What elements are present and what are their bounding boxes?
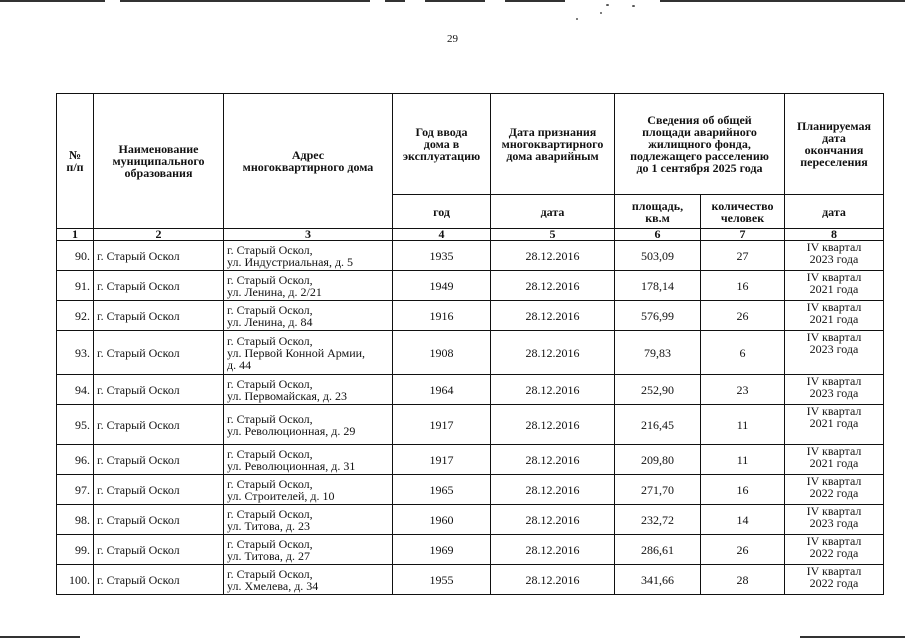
people-cell: 23 <box>701 375 785 405</box>
planned-date-cell-line: IV квартал <box>806 404 862 418</box>
table-row <box>57 301 884 331</box>
address-cell <box>224 331 393 375</box>
municipality-cell: г. Старый Оскол <box>94 505 224 535</box>
people-cell: 26 <box>701 301 785 331</box>
row-index-cell: 97. <box>57 475 94 505</box>
planned-date-cell <box>785 241 884 271</box>
subheader-area <box>615 195 701 229</box>
date-cell: 28.12.2016 <box>491 535 615 565</box>
municipality-cell: г. Старый Оскол <box>94 375 224 405</box>
address-cell-line: г. Старый Оскол, <box>227 476 313 491</box>
address-cell-line: ул. Ленина, д. 2/21 <box>227 284 322 299</box>
header-year-line: Год ввода <box>415 125 468 139</box>
people-cell: 11 <box>701 405 785 445</box>
row-index-cell: 94. <box>57 375 94 405</box>
date-cell: 28.12.2016 <box>491 271 615 301</box>
year-cell: 1960 <box>393 505 491 535</box>
address-cell-line: ул. Индустриальная, д. 5 <box>227 254 354 269</box>
people-cell: 16 <box>701 271 785 301</box>
address-cell-line: г. Старый Оскол, <box>227 411 313 426</box>
municipality-cell: г. Старый Оскол <box>94 331 224 375</box>
header-date-line: многоквартирного <box>501 137 604 151</box>
year-cell: 1965 <box>393 475 491 505</box>
header-address <box>224 94 393 229</box>
header-planned-line: Планируемая <box>797 119 871 133</box>
address-cell-line: ул. Хмелева, д. 34 <box>227 578 319 593</box>
municipality-cell: г. Старый Оскол <box>94 405 224 445</box>
municipality-cell: г. Старый Оскол <box>94 241 224 271</box>
bottom-rule <box>0 636 80 638</box>
address-cell-line: г. Старый Оскол, <box>227 566 313 581</box>
planned-date-cell <box>785 375 884 405</box>
municipality-cell: г. Старый Оскол <box>94 301 224 331</box>
area-cell: 576,99 <box>615 301 701 331</box>
column-number: 6 <box>615 229 701 241</box>
subheader-area-line: кв.м <box>645 210 670 225</box>
subheader-year: год <box>393 195 491 229</box>
column-number: 8 <box>785 229 884 241</box>
address-cell <box>224 535 393 565</box>
address-cell-line: д. 44 <box>227 357 252 372</box>
planned-date-cell-line: 2023 года <box>809 516 859 530</box>
table-row <box>57 405 884 445</box>
address-cell-line: г. Старый Оскол, <box>227 536 313 551</box>
area-cell: 503,09 <box>615 241 701 271</box>
date-cell: 28.12.2016 <box>491 375 615 405</box>
header-municipality-line: образования <box>124 166 193 180</box>
row-index-cell: 100. <box>57 565 94 595</box>
address-cell-line: г. Старый Оскол, <box>227 376 313 391</box>
address-cell-line: г. Старый Оскол, <box>227 506 313 521</box>
header-no <box>57 94 94 229</box>
planned-date-cell-line: 2021 года <box>809 282 859 296</box>
year-cell: 1917 <box>393 445 491 475</box>
subheader-people <box>701 195 785 229</box>
planned-date-cell <box>785 301 884 331</box>
planned-date-cell-line: 2023 года <box>809 252 859 266</box>
header-planned-line: переселения <box>800 155 868 169</box>
column-number: 3 <box>224 229 393 241</box>
scan-speck <box>600 12 602 14</box>
people-cell: 11 <box>701 445 785 475</box>
column-number: 4 <box>393 229 491 241</box>
planned-date-cell <box>785 505 884 535</box>
planned-date-cell-line: 2022 года <box>809 546 859 560</box>
table-row <box>57 241 884 271</box>
header-municipality-line: муниципального <box>112 154 205 168</box>
year-cell: 1964 <box>393 375 491 405</box>
header-address-line: Адрес <box>291 148 325 162</box>
planned-date-cell-line: IV квартал <box>806 444 862 458</box>
date-cell: 28.12.2016 <box>491 565 615 595</box>
area-cell: 216,45 <box>615 405 701 445</box>
address-cell-line: г. Старый Оскол, <box>227 272 313 287</box>
year-cell: 1917 <box>393 405 491 445</box>
people-cell: 28 <box>701 565 785 595</box>
address-cell-line: г. Старый Оскол, <box>227 333 313 348</box>
address-cell <box>224 475 393 505</box>
address-cell-line: ул. Первой Конной Армии, <box>227 345 366 360</box>
people-cell: 26 <box>701 535 785 565</box>
address-cell <box>224 505 393 535</box>
address-cell <box>224 301 393 331</box>
resettlement-table <box>56 93 884 595</box>
planned-date-cell-line: IV квартал <box>806 474 862 488</box>
planned-date-cell-line: 2023 года <box>809 386 859 400</box>
date-cell: 28.12.2016 <box>491 475 615 505</box>
row-index-cell: 98. <box>57 505 94 535</box>
municipality-cell: г. Старый Оскол <box>94 565 224 595</box>
address-cell-line: ул. Революционная, д. 29 <box>227 423 356 438</box>
address-cell-line: г. Старый Оскол, <box>227 242 313 257</box>
address-cell <box>224 565 393 595</box>
planned-date-cell <box>785 271 884 301</box>
planned-date-cell <box>785 445 884 475</box>
header-date-recognition <box>491 94 615 195</box>
address-cell <box>224 271 393 301</box>
planned-date-cell-line: IV квартал <box>806 564 862 578</box>
area-cell: 252,90 <box>615 375 701 405</box>
planned-date-cell-line: IV квартал <box>806 270 862 284</box>
row-index-cell: 91. <box>57 271 94 301</box>
planned-date-cell-line: IV квартал <box>806 330 862 344</box>
municipality-cell: г. Старый Оскол <box>94 271 224 301</box>
people-cell: 14 <box>701 505 785 535</box>
area-cell: 178,14 <box>615 271 701 301</box>
header-year-line: дома в <box>423 137 460 151</box>
row-index-cell: 95. <box>57 405 94 445</box>
area-cell: 232,72 <box>615 505 701 535</box>
subheader-date: дата <box>491 195 615 229</box>
subheader-planned: дата <box>785 195 884 229</box>
area-cell: 209,80 <box>615 445 701 475</box>
scan-speck <box>632 5 635 7</box>
people-cell: 16 <box>701 475 785 505</box>
header-area-line: Сведения об общей <box>647 113 752 127</box>
address-cell-line: ул. Титова, д. 23 <box>227 518 310 533</box>
municipality-cell: г. Старый Оскол <box>94 535 224 565</box>
area-cell: 341,66 <box>615 565 701 595</box>
planned-date-cell <box>785 535 884 565</box>
header-date-line: дома аварийным <box>506 149 599 163</box>
address-cell-line: ул. Первомайская, д. 23 <box>227 388 347 403</box>
column-number: 2 <box>94 229 224 241</box>
column-number: 5 <box>491 229 615 241</box>
planned-date-cell-line: 2021 года <box>809 312 859 326</box>
planned-date-cell-line: 2023 года <box>809 342 859 356</box>
year-cell: 1916 <box>393 301 491 331</box>
header-no-line: п/п <box>66 160 84 174</box>
area-cell: 271,70 <box>615 475 701 505</box>
year-cell: 1955 <box>393 565 491 595</box>
year-cell: 1969 <box>393 535 491 565</box>
header-year <box>393 94 491 195</box>
people-cell: 6 <box>701 331 785 375</box>
area-cell: 79,83 <box>615 331 701 375</box>
header-no-line: № <box>68 148 82 162</box>
planned-date-cell <box>785 565 884 595</box>
address-cell <box>224 445 393 475</box>
date-cell: 28.12.2016 <box>491 405 615 445</box>
date-cell: 28.12.2016 <box>491 241 615 271</box>
table-row <box>57 375 884 405</box>
header-planned-line: дата <box>822 131 846 145</box>
subheader-area-line: площадь, <box>631 198 684 213</box>
page-number: 29 <box>447 33 458 45</box>
planned-date-cell <box>785 405 884 445</box>
row-index-cell: 99. <box>57 535 94 565</box>
municipality-cell: г. Старый Оскол <box>94 475 224 505</box>
header-municipality <box>94 94 224 229</box>
planned-date-cell-line: 2022 года <box>809 486 859 500</box>
date-cell: 28.12.2016 <box>491 445 615 475</box>
year-cell: 1949 <box>393 271 491 301</box>
scan-speck <box>606 4 609 6</box>
table-row <box>57 535 884 565</box>
planned-date-cell-line: IV квартал <box>806 374 862 388</box>
header-area-line: жилищного фонда, <box>648 137 751 151</box>
scan-speck <box>576 18 578 20</box>
date-cell: 28.12.2016 <box>491 505 615 535</box>
date-cell: 28.12.2016 <box>491 331 615 375</box>
planned-date-cell-line: 2022 года <box>809 576 859 590</box>
table-row <box>57 271 884 301</box>
date-cell: 28.12.2016 <box>491 301 615 331</box>
header-address-line: многоквартирного дома <box>242 160 374 174</box>
people-cell: 27 <box>701 241 785 271</box>
planned-date-cell-line: 2021 года <box>809 456 859 470</box>
row-index-cell: 92. <box>57 301 94 331</box>
municipality-cell: г. Старый Оскол <box>94 445 224 475</box>
header-area-line: подлежащего расселению <box>630 149 769 163</box>
row-index-cell: 90. <box>57 241 94 271</box>
area-cell: 286,61 <box>615 535 701 565</box>
table-row <box>57 445 884 475</box>
header-year-line: эксплуатацию <box>402 149 481 163</box>
table-row <box>57 331 884 375</box>
row-index-cell: 96. <box>57 445 94 475</box>
table-row <box>57 505 884 535</box>
year-cell: 1935 <box>393 241 491 271</box>
header-planned <box>785 94 884 195</box>
header-date-line: Дата признания <box>508 125 597 139</box>
header-planned-line: окончания <box>804 143 864 157</box>
planned-date-cell <box>785 475 884 505</box>
planned-date-cell <box>785 331 884 375</box>
row-index-cell: 93. <box>57 331 94 375</box>
table-row <box>57 565 884 595</box>
subheader-people-line: человек <box>720 210 765 225</box>
column-number: 1 <box>57 229 94 241</box>
address-cell <box>224 405 393 445</box>
subheader-people-line: количество <box>711 198 774 213</box>
bottom-rule <box>800 636 905 638</box>
year-cell: 1908 <box>393 331 491 375</box>
header-municipality-line: Наименование <box>118 142 199 156</box>
address-cell-line: ул. Ленина, д. 84 <box>227 314 313 329</box>
address-cell <box>224 375 393 405</box>
address-cell-line: ул. Титова, д. 27 <box>227 548 310 563</box>
address-cell-line: ул. Революционная, д. 31 <box>227 458 356 473</box>
top-rule <box>0 0 905 3</box>
address-cell <box>224 241 393 271</box>
planned-date-cell-line: IV квартал <box>806 534 862 548</box>
table-row <box>57 475 884 505</box>
planned-date-cell-line: IV квартал <box>806 504 862 518</box>
header-area-info <box>615 94 785 195</box>
address-cell-line: г. Старый Оскол, <box>227 446 313 461</box>
column-numbers-row <box>57 229 884 241</box>
address-cell-line: г. Старый Оскол, <box>227 302 313 317</box>
address-cell-line: ул. Строителей, д. 10 <box>227 488 335 503</box>
planned-date-cell-line: 2021 года <box>809 416 859 430</box>
header-area-line: площади аварийного <box>642 125 757 139</box>
planned-date-cell-line: IV квартал <box>806 300 862 314</box>
column-number: 7 <box>701 229 785 241</box>
header-area-line: до 1 сентября 2025 года <box>636 161 763 175</box>
planned-date-cell-line: IV квартал <box>806 240 862 254</box>
